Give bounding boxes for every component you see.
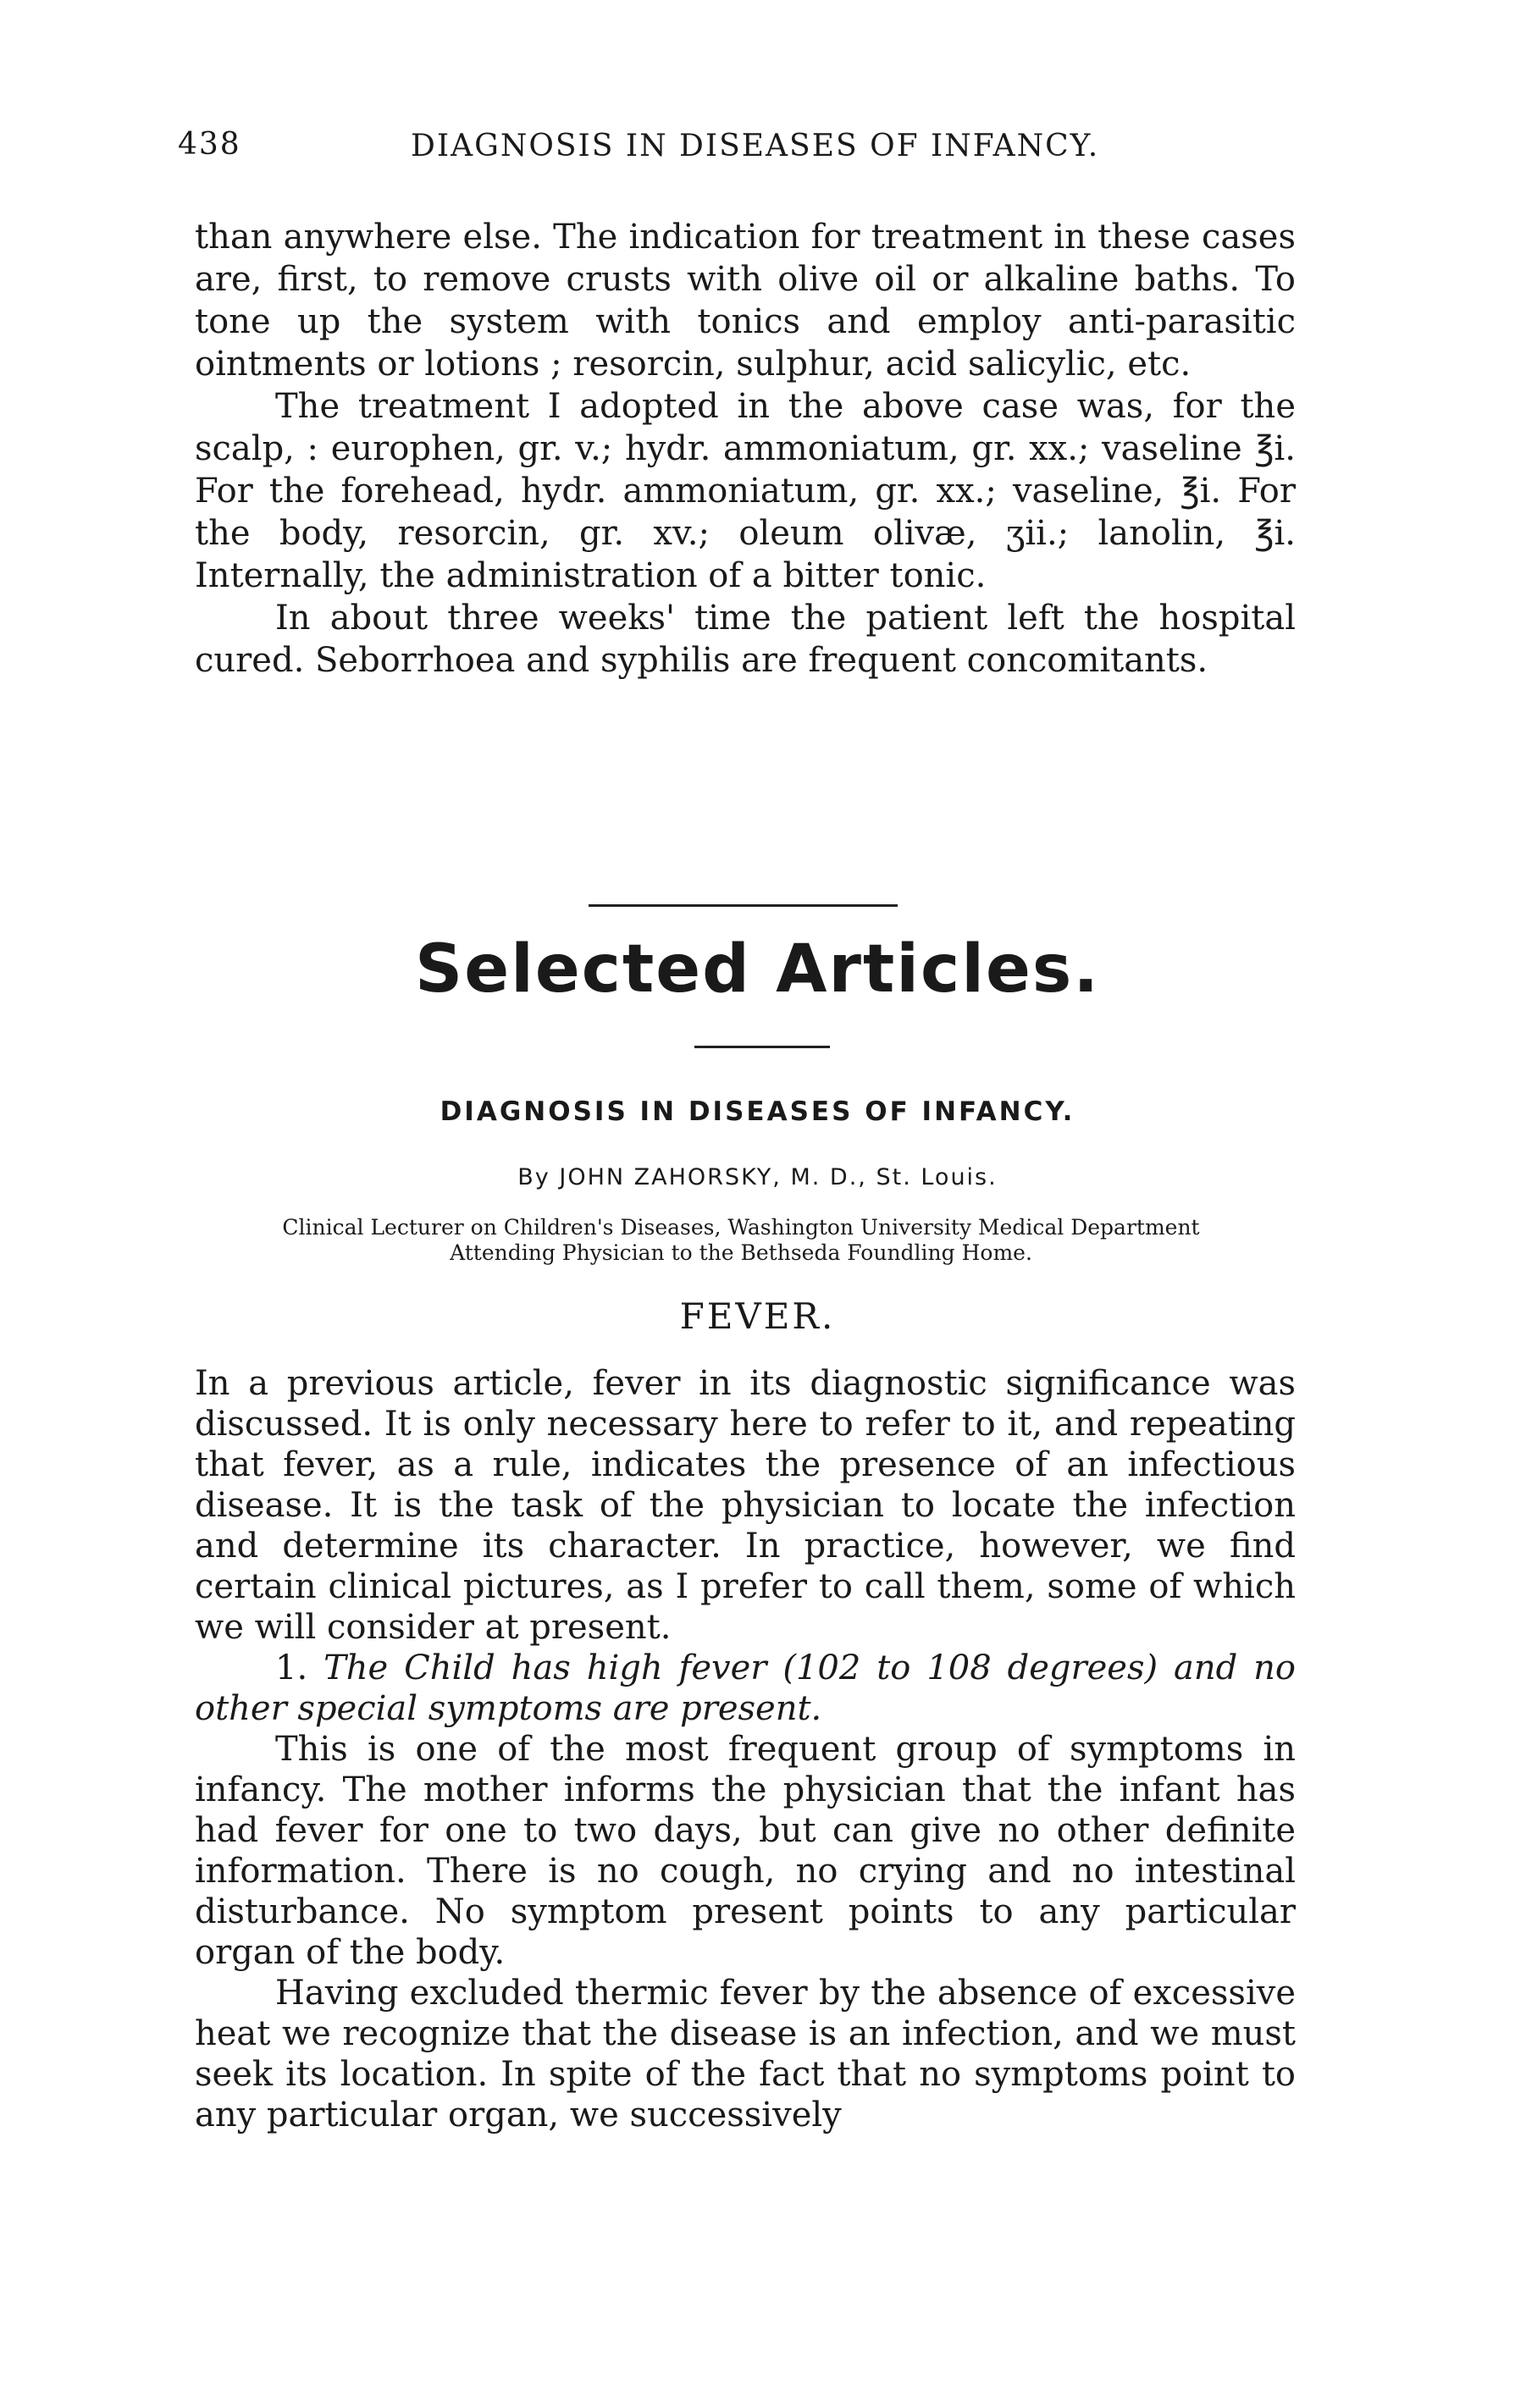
point-heading: The Child has high fever (102 to 108 degrees) and no other special symptoms are present. — [195, 1649, 1296, 1728]
affiliation-line-2: Attending Physician to the Bethseda Foundling Home. — [450, 1240, 1032, 1265]
article-body — [195, 1363, 1296, 2135]
continued-paragraph-2: The treatment I adopted in the above case was, for the scalp, : europhen, gr. v.; hydr. ammoniatum, gr. xx.; vaseline ℥i. For the forehead, hydr. ammoniatum, gr. xx.; vaseline, ℥i. For the body, resorcin, gr. xv.; oleum olivæ, ʒii.; lanolin, ℥i. Internally, the administration of a bitter tonic. — [195, 387, 1296, 595]
section-title: Selected Articles. — [415, 931, 1100, 1008]
article-section-heading: FEVER. — [679, 1295, 836, 1337]
continued-text — [195, 216, 1296, 682]
page-number: 438 — [178, 127, 241, 162]
section-rule-top — [589, 904, 898, 907]
article-paragraph-3: Having excluded thermic fever by the absence of excessive heat we recognize that the disease is an infection, and we must seek its location. In spite of the fact that no symptoms point to any particular organ, we successively — [195, 1974, 1296, 2135]
article-title: DIAGNOSIS IN DISEASES OF INFANCY. — [440, 1096, 1075, 1127]
article-point-1 — [195, 1648, 1296, 1729]
point-number: 1. — [275, 1649, 308, 1687]
article-paragraph-2: This is one of the most frequent group of symptoms in infancy. The mother informs the physician that the infant has had fever for one to two days, but can give no other definite information. There is no cough, no crying and no intestinal disturbance. No symptom present points to any particular organ of the body. — [195, 1730, 1296, 1972]
article-paragraph-1: In a previous article, fever in its diagnostic significance was discussed. It is only necessary here to refer to it, and repeating that fever, as a rule, indicates the presence of an infectious disease. It is the task of the physician to locate the infection and determine its character. In practice, however, we find certain clinical pictures, as I prefer to call them, some of which we will consider at present. — [195, 1364, 1296, 1647]
article-byline: By JOHN ZAHORSKY, M. D., St. Louis. — [517, 1164, 998, 1190]
section-rule-bottom — [694, 1046, 830, 1048]
continued-paragraph-3: In about three weeks' time the patient left the hospital cured. Seborrhoea and syphilis are frequent concomitants. — [195, 599, 1296, 680]
continued-paragraph-1: than anywhere else. The indication for treatment in these cases are, first, to remove crusts with olive oil or alkaline baths. To tone up the system with tonics and employ anti-parasitic ointments or lotions ; resorcin, sulphur, acid salicylic, etc. — [195, 218, 1296, 384]
running-title: DIAGNOSIS IN DISEASES OF INFANCY. — [411, 129, 1100, 163]
affiliation-line-1: Clinical Lecturer on Children's Diseases, Washington University Medical Department — [282, 1215, 1200, 1240]
author-affiliation — [178, 1215, 1304, 1266]
